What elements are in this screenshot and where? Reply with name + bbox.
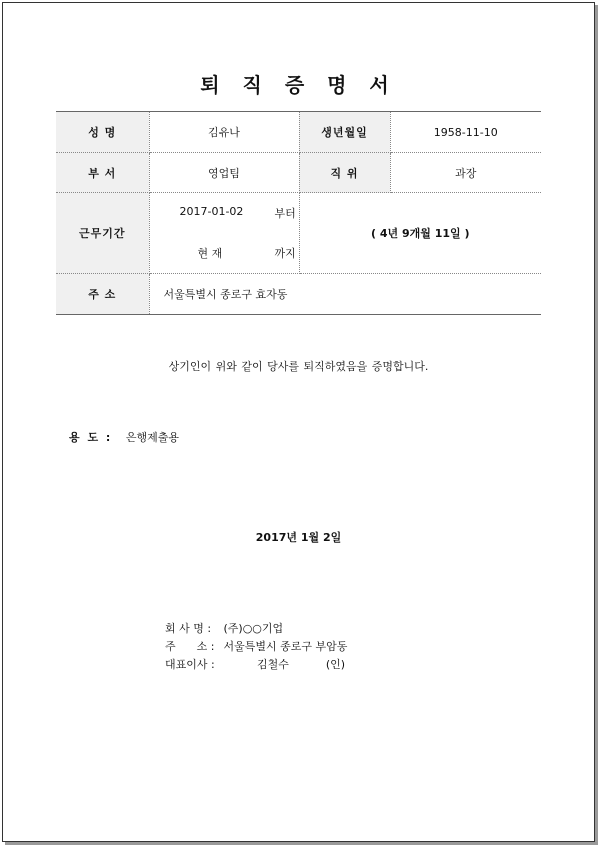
position-value[interactable]: 과장 [390, 153, 541, 193]
table-row [56, 274, 541, 315]
name-label: 성 명 [56, 112, 149, 153]
company-address-value[interactable]: 서울특별시 종로구 부암동 [223, 640, 348, 653]
company-ceo-row [165, 656, 347, 674]
period-duration: ( 4년 9개월 11일 ) [299, 193, 541, 274]
ceo-value[interactable]: 김철수 [257, 658, 289, 671]
table-row [56, 153, 541, 193]
address-value[interactable]: 서울특별시 종로구 효자동 [149, 274, 541, 315]
period-start[interactable]: 2017-01-02 [179, 205, 244, 218]
name-value[interactable]: 김유나 [149, 112, 299, 153]
usage-line [69, 429, 179, 445]
statement-text: 상기인이 위와 같이 당사를 퇴직하였음을 증명합니다. [168, 360, 429, 373]
company-address-row [165, 638, 347, 656]
company-name-row [165, 620, 347, 638]
usage-label: 용 도 : [69, 431, 113, 444]
birth-value[interactable]: 1958-11-10 [390, 112, 541, 153]
period-end[interactable]: 현 재 [197, 247, 223, 260]
info-table [56, 111, 541, 315]
dept-value[interactable]: 영업팀 [149, 153, 299, 193]
usage-value[interactable]: 은행제출용 [125, 431, 179, 444]
issue-date: 2017년 1월 2일 [255, 531, 342, 544]
company-block [165, 620, 347, 674]
birth-label: 생년월일 [299, 112, 390, 153]
position-label: 직 위 [299, 153, 390, 193]
document-page [2, 2, 595, 842]
ceo-label: 대표이사 : [165, 658, 215, 671]
period-label: 근무기간 [56, 193, 149, 274]
table-row [56, 193, 541, 274]
period-from-label: 부터 [274, 207, 296, 220]
company-name-label: 회 사 명 : [165, 622, 212, 635]
address-label: 주 소 [56, 274, 149, 315]
period-range-cell [149, 193, 299, 274]
dept-label: 부 서 [56, 153, 149, 193]
company-name-value[interactable]: (주)○○기업 [223, 622, 284, 635]
table-row [56, 112, 541, 153]
period-to-label: 까지 [274, 247, 296, 260]
seal-mark: (인) [325, 658, 346, 671]
company-address-label: 주 소 : [165, 640, 215, 653]
document-title: 퇴 직 증 명 서 [200, 73, 397, 97]
